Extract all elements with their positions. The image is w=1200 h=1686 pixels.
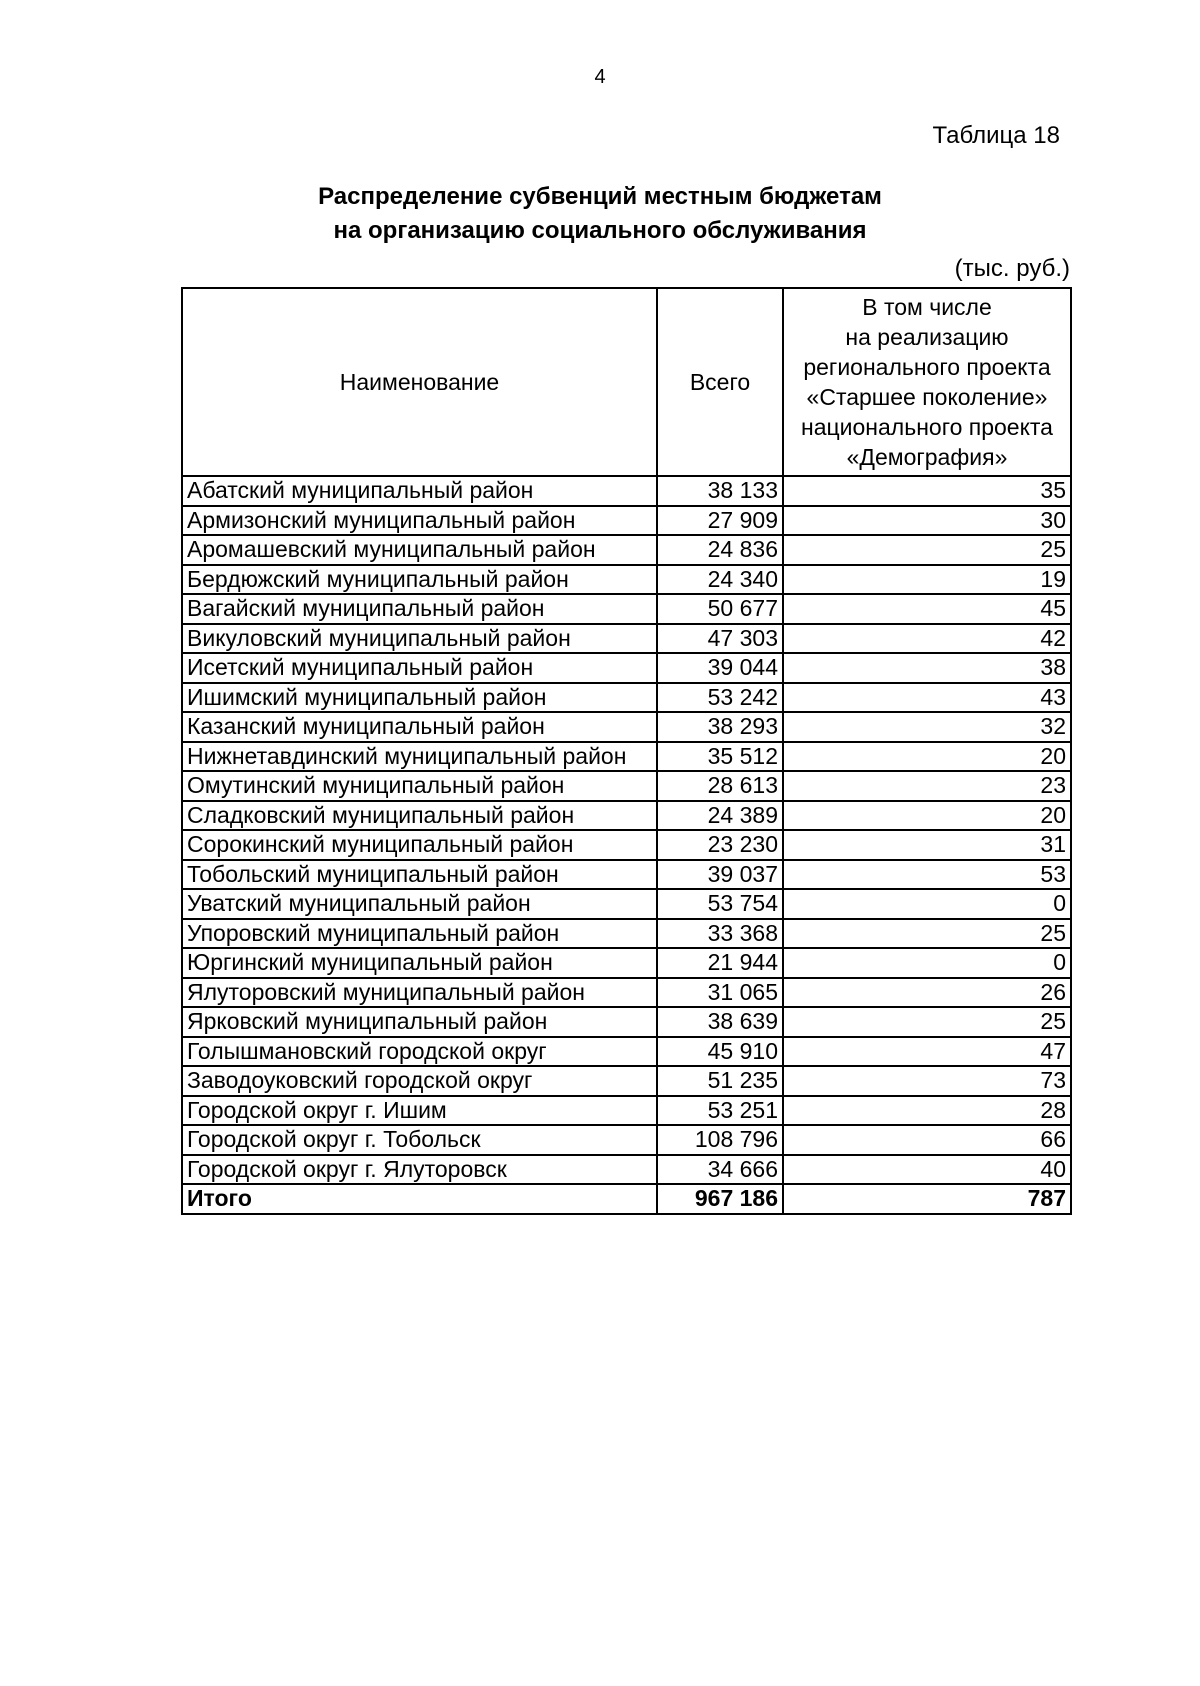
row-project: 23 — [783, 771, 1071, 801]
table-row — [182, 978, 1071, 1008]
row-project: 32 — [783, 712, 1071, 742]
table-row — [182, 535, 1071, 565]
row-project: 66 — [783, 1125, 1071, 1155]
row-total: 38 133 — [657, 476, 783, 506]
table-row — [182, 1125, 1071, 1155]
row-name: Ярковский муниципальный район — [182, 1007, 657, 1037]
header-project-line: «Старшее поколение» — [806, 384, 1048, 410]
row-project: 47 — [783, 1037, 1071, 1067]
table-row — [182, 1155, 1071, 1185]
table-row — [182, 624, 1071, 654]
header-project-line: на реализацию — [845, 324, 1009, 350]
row-project: 19 — [783, 565, 1071, 595]
total-sum: 967 186 — [657, 1184, 783, 1214]
row-total: 51 235 — [657, 1066, 783, 1096]
row-name: Казанский муниципальный район — [182, 712, 657, 742]
row-name: Голышмановский городской округ — [182, 1037, 657, 1067]
table-row — [182, 742, 1071, 772]
header-project-line: регионального проекта — [803, 354, 1051, 380]
header-project-line: национального проекта — [801, 414, 1053, 440]
table-row — [182, 801, 1071, 831]
row-name: Аромашевский муниципальный район — [182, 535, 657, 565]
table-row — [182, 476, 1071, 506]
row-name: Городской округ г. Ишим — [182, 1096, 657, 1126]
row-name: Тобольский муниципальный район — [182, 860, 657, 890]
row-total: 33 368 — [657, 919, 783, 949]
row-name: Упоровский муниципальный район — [182, 919, 657, 949]
row-project: 73 — [783, 1066, 1071, 1096]
table-header-row — [182, 288, 1071, 476]
row-project: 42 — [783, 624, 1071, 654]
row-total: 108 796 — [657, 1125, 783, 1155]
row-name: Сладковский муниципальный район — [182, 801, 657, 831]
row-name: Уватский муниципальный район — [182, 889, 657, 919]
table-row — [182, 771, 1071, 801]
row-total: 47 303 — [657, 624, 783, 654]
row-project: 0 — [783, 889, 1071, 919]
document-title — [0, 180, 1200, 248]
row-project: 25 — [783, 919, 1071, 949]
table-row — [182, 1096, 1071, 1126]
row-name: Бердюжский муниципальный район — [182, 565, 657, 595]
row-name: Нижнетавдинский муниципальный район — [182, 742, 657, 772]
header-total: Всего — [657, 288, 783, 476]
row-total: 24 340 — [657, 565, 783, 595]
row-total: 38 293 — [657, 712, 783, 742]
row-name: Заводоуковский городской округ — [182, 1066, 657, 1096]
row-project: 40 — [783, 1155, 1071, 1185]
row-name: Омутинский муниципальный район — [182, 771, 657, 801]
row-total: 34 666 — [657, 1155, 783, 1185]
table-row — [182, 653, 1071, 683]
row-total: 24 389 — [657, 801, 783, 831]
table-row — [182, 830, 1071, 860]
page-number: 4 — [594, 66, 606, 88]
table-body — [182, 476, 1071, 1184]
row-name: Викуловский муниципальный район — [182, 624, 657, 654]
row-total: 53 754 — [657, 889, 783, 919]
table-row — [182, 1007, 1071, 1037]
total-label: Итого — [182, 1184, 657, 1214]
row-total: 53 251 — [657, 1096, 783, 1126]
row-name: Исетский муниципальный район — [182, 653, 657, 683]
header-project — [783, 288, 1071, 476]
row-total: 23 230 — [657, 830, 783, 860]
row-total: 39 037 — [657, 860, 783, 890]
table-row — [182, 594, 1071, 624]
row-project: 25 — [783, 1007, 1071, 1037]
row-name: Абатский муниципальный район — [182, 476, 657, 506]
table-row — [182, 919, 1071, 949]
row-total: 35 512 — [657, 742, 783, 772]
table-row — [182, 565, 1071, 595]
header-project-line: «Демография» — [846, 444, 1008, 470]
subvention-table — [181, 287, 1072, 1215]
table-row — [182, 683, 1071, 713]
row-project: 26 — [783, 978, 1071, 1008]
table-row — [182, 948, 1071, 978]
row-name: Ишимский муниципальный район — [182, 683, 657, 713]
row-name: Вагайский муниципальный район — [182, 594, 657, 624]
table-row — [182, 712, 1071, 742]
row-name: Городской округ г. Ялуторовск — [182, 1155, 657, 1185]
row-name: Городской округ г. Тобольск — [182, 1125, 657, 1155]
row-total: 45 910 — [657, 1037, 783, 1067]
table-row — [182, 506, 1071, 536]
row-project: 0 — [783, 948, 1071, 978]
header-project-line: В том числе — [862, 294, 992, 320]
row-project: 20 — [783, 801, 1071, 831]
row-total: 31 065 — [657, 978, 783, 1008]
title-line-2: на организацию социального обслуживания — [333, 217, 867, 244]
row-name: Юргинский муниципальный район — [182, 948, 657, 978]
row-project: 45 — [783, 594, 1071, 624]
title-line-1: Распределение субвенций местным бюджетам — [318, 183, 882, 210]
row-name: Армизонский муниципальный район — [182, 506, 657, 536]
row-total: 27 909 — [657, 506, 783, 536]
row-total: 38 639 — [657, 1007, 783, 1037]
table-row — [182, 860, 1071, 890]
table-row — [182, 1066, 1071, 1096]
row-total: 39 044 — [657, 653, 783, 683]
row-total: 53 242 — [657, 683, 783, 713]
row-project: 20 — [783, 742, 1071, 772]
row-project: 38 — [783, 653, 1071, 683]
row-project: 35 — [783, 476, 1071, 506]
row-project: 30 — [783, 506, 1071, 536]
header-name: Наименование — [182, 288, 657, 476]
table-caption: Таблица 18 — [932, 122, 1060, 149]
row-project: 28 — [783, 1096, 1071, 1126]
row-project: 53 — [783, 860, 1071, 890]
table-row — [182, 889, 1071, 919]
row-project: 43 — [783, 683, 1071, 713]
row-total: 24 836 — [657, 535, 783, 565]
row-total: 21 944 — [657, 948, 783, 978]
table-row — [182, 1037, 1071, 1067]
units-label: (тыс. руб.) — [954, 255, 1070, 282]
row-name: Сорокинский муниципальный район — [182, 830, 657, 860]
row-project: 31 — [783, 830, 1071, 860]
total-row — [182, 1184, 1071, 1214]
row-project: 25 — [783, 535, 1071, 565]
row-total: 28 613 — [657, 771, 783, 801]
total-project-sum: 787 — [783, 1184, 1071, 1214]
row-name: Ялуторовский муниципальный район — [182, 978, 657, 1008]
row-total: 50 677 — [657, 594, 783, 624]
